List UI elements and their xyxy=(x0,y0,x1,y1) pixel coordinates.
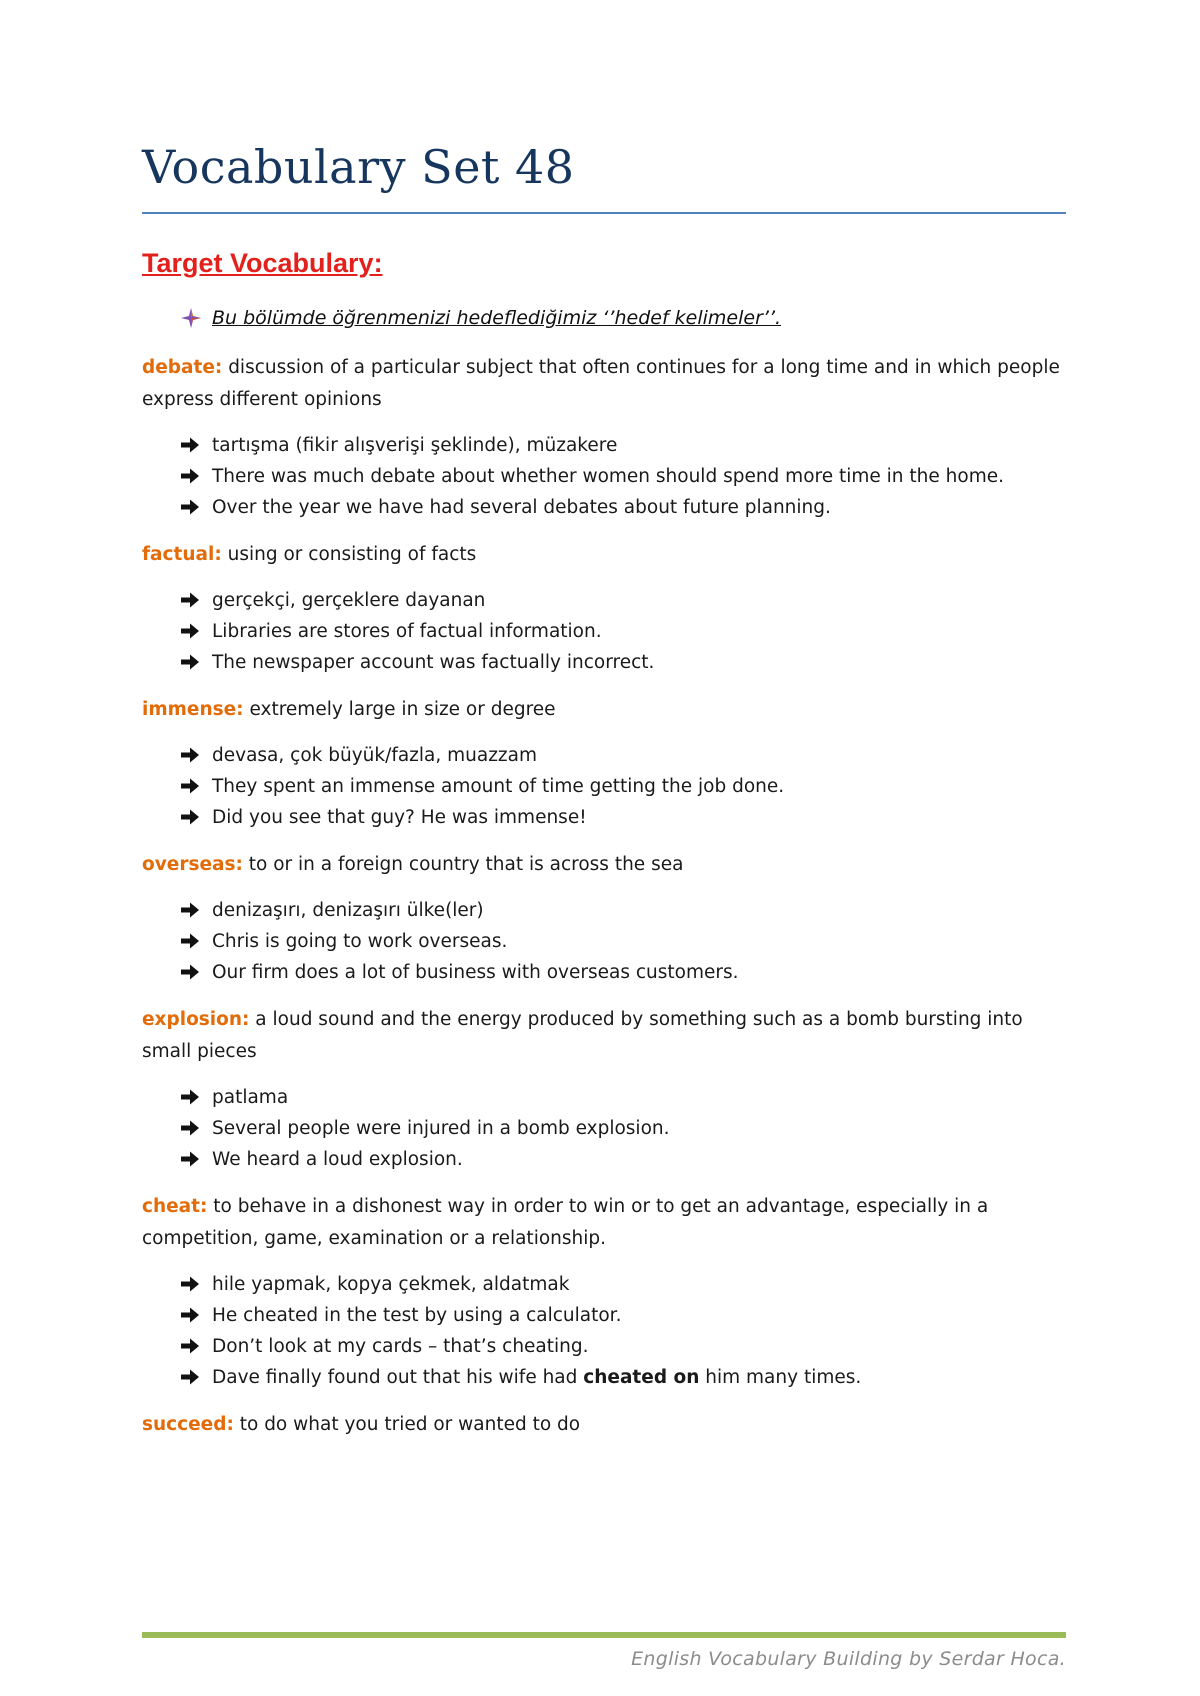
right-arrow-bullet-icon xyxy=(180,1275,200,1293)
example-item xyxy=(180,1362,1066,1393)
right-arrow-bullet-icon xyxy=(180,498,200,516)
example-text: They spent an immense amount of time getting the job done. xyxy=(212,775,785,797)
definition-text: to do what you tried or wanted to do xyxy=(233,1413,581,1435)
example-item xyxy=(180,740,1066,771)
example-list xyxy=(142,1269,1066,1393)
example-item xyxy=(180,1144,1066,1175)
example-list xyxy=(142,740,1066,833)
definition-line xyxy=(142,539,1066,571)
example-item xyxy=(180,616,1066,647)
definition-text: using or consisting of facts xyxy=(221,543,477,565)
example-text xyxy=(212,1362,861,1393)
document-content xyxy=(142,246,1066,1457)
definition-line xyxy=(142,1191,1066,1255)
example-text: Libraries are stores of factual information. xyxy=(212,620,602,642)
right-arrow-bullet-icon xyxy=(180,467,200,485)
title-divider xyxy=(142,212,1066,214)
section-heading: Target Vocabulary: xyxy=(142,248,383,278)
definition-text: a loud sound and the energy produced by something such as a bomb bursting into small pieces xyxy=(142,1008,1023,1062)
vocabulary-entry xyxy=(142,1191,1066,1393)
example-list xyxy=(142,585,1066,678)
vocabulary-entry xyxy=(142,539,1066,678)
definition-text: to or in a foreign country that is across the sea xyxy=(242,853,684,875)
right-arrow-bullet-icon xyxy=(180,1088,200,1106)
right-arrow-bullet-icon xyxy=(180,622,200,640)
right-arrow-bullet-icon xyxy=(180,1368,200,1386)
example-text: Chris is going to work overseas. xyxy=(212,930,508,952)
example-list xyxy=(142,430,1066,523)
example-text-part: him many times. xyxy=(699,1366,862,1388)
right-arrow-bullet-icon xyxy=(180,1150,200,1168)
example-item xyxy=(180,895,1066,926)
example-item xyxy=(180,1082,1066,1113)
example-item xyxy=(180,430,1066,461)
right-arrow-bullet-icon xyxy=(180,746,200,764)
definition-text: extremely large in size or degree xyxy=(243,698,556,720)
example-item xyxy=(180,647,1066,678)
example-list xyxy=(142,1082,1066,1175)
vocabulary-word: succeed: xyxy=(142,1413,234,1435)
right-arrow-bullet-icon xyxy=(180,777,200,795)
example-text: The newspaper account was factually incorrect. xyxy=(212,651,655,673)
example-item xyxy=(180,492,1066,523)
definition-text: discussion of a particular subject that often continues for a long time and in which people express different opinions xyxy=(142,356,1060,410)
right-arrow-bullet-icon xyxy=(180,963,200,981)
example-text: gerçekçi, gerçeklere dayanan xyxy=(212,589,486,611)
example-text: hile yapmak, kopya çekmek, aldatmak xyxy=(212,1273,570,1295)
example-item xyxy=(180,1300,1066,1331)
right-arrow-bullet-icon xyxy=(180,808,200,826)
right-arrow-bullet-icon xyxy=(180,1337,200,1355)
footer-divider xyxy=(142,1632,1066,1638)
example-item xyxy=(180,1331,1066,1362)
example-item xyxy=(180,802,1066,833)
definition-line xyxy=(142,352,1066,416)
example-text: Our firm does a lot of business with overseas customers. xyxy=(212,961,739,983)
definition-line xyxy=(142,694,1066,726)
example-text: devasa, çok büyük/fazla, muazzam xyxy=(212,744,537,766)
definition-line xyxy=(142,1409,1066,1441)
example-text: We heard a loud explosion. xyxy=(212,1148,463,1170)
right-arrow-bullet-icon xyxy=(180,1119,200,1137)
vocabulary-entry xyxy=(142,694,1066,833)
example-highlight: cheated on xyxy=(583,1366,700,1388)
right-arrow-bullet-icon xyxy=(180,1306,200,1324)
vocabulary-word: overseas: xyxy=(142,853,243,875)
example-text: patlama xyxy=(212,1086,289,1108)
definition-text: to behave in a dishonest way in order to win or to get an advantage, especially in a competition, game, examination or a relationship. xyxy=(142,1195,989,1249)
example-text-part: Dave finally found out that his wife had xyxy=(212,1366,584,1388)
right-arrow-bullet-icon xyxy=(180,591,200,609)
example-item xyxy=(180,1269,1066,1300)
example-text: He cheated in the test by using a calculator. xyxy=(212,1304,622,1326)
example-item xyxy=(180,585,1066,616)
vocabulary-entry xyxy=(142,849,1066,988)
vocabulary-entry xyxy=(142,1409,1066,1441)
right-arrow-bullet-icon xyxy=(180,436,200,454)
intro-text: Bu bölümde öğrenmenizi hedeflediğimiz ‘’hedef kelimeler’’. xyxy=(212,307,782,330)
vocabulary-word: explosion: xyxy=(142,1008,250,1030)
example-item xyxy=(180,771,1066,802)
vocabulary-entries xyxy=(142,352,1066,1441)
right-arrow-bullet-icon xyxy=(180,901,200,919)
vocabulary-entry xyxy=(142,352,1066,523)
vocabulary-word: cheat: xyxy=(142,1195,208,1217)
example-item xyxy=(180,926,1066,957)
example-text: Over the year we have had several debates about future planning. xyxy=(212,496,831,518)
example-text: Did you see that guy? He was immense! xyxy=(212,806,587,828)
page-title: Vocabulary Set 48 xyxy=(142,140,575,194)
example-list xyxy=(142,895,1066,988)
definition-line xyxy=(142,1004,1066,1068)
example-item xyxy=(180,957,1066,988)
example-text: denizaşırı, denizaşırı ülke(ler) xyxy=(212,899,484,921)
right-arrow-bullet-icon xyxy=(180,653,200,671)
example-text: tartışma (fikir alışverişi şeklinde), müzakere xyxy=(212,434,618,456)
example-item xyxy=(180,461,1066,492)
vocabulary-word: debate: xyxy=(142,356,223,378)
example-text: There was much debate about whether women should spend more time in the home. xyxy=(212,465,1004,487)
example-text: Don’t look at my cards – that’s cheating. xyxy=(212,1335,589,1357)
vocabulary-word: immense: xyxy=(142,698,244,720)
intro-line xyxy=(180,305,1066,332)
vocabulary-entry xyxy=(142,1004,1066,1175)
example-item xyxy=(180,1113,1066,1144)
definition-line xyxy=(142,849,1066,881)
footer-credit: English Vocabulary Building by Serdar Hoca. xyxy=(631,1648,1066,1670)
four-point-star-bullet-icon xyxy=(180,307,202,329)
vocabulary-word: factual: xyxy=(142,543,222,565)
example-text: Several people were injured in a bomb explosion. xyxy=(212,1117,670,1139)
right-arrow-bullet-icon xyxy=(180,932,200,950)
